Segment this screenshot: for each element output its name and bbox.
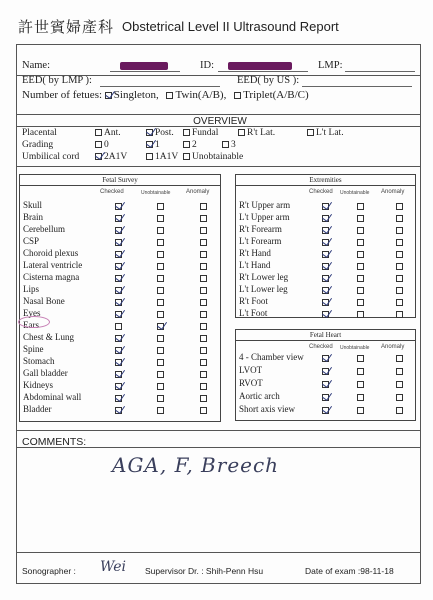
item-label: LVOT	[239, 365, 263, 375]
sonographer-signature: Wei	[100, 559, 127, 575]
item-label: Skull	[23, 200, 43, 210]
checkbox[interactable]	[95, 141, 102, 148]
column-header: Checked	[309, 344, 333, 350]
anomaly-checkbox[interactable]	[200, 215, 207, 222]
checkbox[interactable]	[307, 129, 314, 136]
item-label: Eyes	[23, 308, 41, 318]
item-label: Spine	[23, 344, 44, 354]
grading-option: 3	[222, 140, 236, 150]
column-header: Unobtainable	[141, 190, 171, 196]
placental-option: Fundal	[183, 128, 218, 138]
umbilical-option: 2A1V	[95, 152, 127, 162]
anomaly-checkbox[interactable]	[200, 287, 207, 294]
lmp-label: LMP:	[318, 60, 343, 71]
checkbox[interactable]	[146, 153, 153, 160]
anomaly-checkbox[interactable]	[200, 239, 207, 246]
id-line	[218, 71, 308, 72]
anomaly-checkbox[interactable]	[396, 407, 403, 414]
column-header: Checked	[100, 189, 124, 195]
unobtainable-checkbox[interactable]	[357, 203, 364, 210]
umbilical-option: Unobtainable	[183, 152, 243, 162]
anomaly-checkbox[interactable]	[396, 355, 403, 362]
name-label: Name:	[22, 60, 50, 71]
checked-checkbox[interactable]	[115, 311, 122, 318]
unobtainable-checkbox[interactable]	[157, 227, 164, 234]
item-label: Short axis view	[239, 404, 295, 414]
umbilical-label: Umbilical cord	[22, 152, 80, 162]
anomaly-checkbox[interactable]	[396, 394, 403, 401]
checked-checkbox[interactable]	[322, 287, 329, 294]
checked-checkbox[interactable]	[115, 215, 122, 222]
column-header: Unobtainable	[340, 345, 370, 351]
triplet-checkbox[interactable]	[234, 92, 241, 99]
item-label: R't Forearm	[239, 224, 282, 234]
id-label: ID:	[200, 60, 214, 71]
unobtainable-checkbox[interactable]	[157, 263, 164, 270]
unobtainable-checkbox[interactable]	[357, 407, 364, 414]
checked-checkbox[interactable]	[115, 335, 122, 342]
grading-option: 0	[95, 140, 109, 150]
divider	[16, 552, 421, 553]
item-label: Bladder	[23, 404, 52, 414]
fetus-count-row	[22, 89, 309, 101]
checked-checkbox[interactable]	[322, 355, 329, 362]
checkbox[interactable]	[183, 153, 190, 160]
checked-checkbox[interactable]	[115, 287, 122, 294]
unobtainable-checkbox[interactable]	[357, 299, 364, 306]
checked-checkbox[interactable]	[322, 311, 329, 318]
checked-checkbox[interactable]	[115, 395, 122, 402]
item-label: L't Hand	[239, 260, 271, 270]
unobtainable-checkbox[interactable]	[357, 394, 364, 401]
anomaly-checkbox[interactable]	[200, 311, 207, 318]
unobtainable-checkbox[interactable]	[357, 227, 364, 234]
twin-checkbox[interactable]	[166, 92, 173, 99]
anomaly-checkbox[interactable]	[200, 335, 207, 342]
unobtainable-checkbox[interactable]	[357, 263, 364, 270]
checked-checkbox[interactable]	[322, 203, 329, 210]
fetus-count-label: Number of fetues:	[22, 89, 103, 101]
anomaly-checkbox[interactable]	[200, 395, 207, 402]
checked-checkbox[interactable]	[115, 275, 122, 282]
umbilical-option: 1A1V	[146, 152, 178, 162]
anomaly-checkbox[interactable]	[200, 299, 207, 306]
anomaly-checkbox[interactable]	[200, 323, 207, 330]
unobtainable-checkbox[interactable]	[157, 311, 164, 318]
item-label: Lateral ventricle	[23, 260, 83, 270]
checked-checkbox[interactable]	[115, 407, 122, 414]
unobtainable-checkbox[interactable]	[157, 395, 164, 402]
anomaly-checkbox[interactable]	[200, 275, 207, 282]
name-line	[110, 71, 180, 72]
anomaly-checkbox[interactable]	[396, 251, 403, 258]
anomaly-checkbox[interactable]	[200, 359, 207, 366]
item-label: CSP	[23, 236, 40, 246]
item-label: Stomach	[23, 356, 55, 366]
redacted-id	[228, 62, 292, 70]
unobtainable-checkbox[interactable]	[157, 251, 164, 258]
item-label: RVOT	[239, 378, 263, 388]
anomaly-checkbox[interactable]	[396, 381, 403, 388]
unobtainable-checkbox[interactable]	[357, 239, 364, 246]
unobtainable-checkbox[interactable]	[157, 407, 164, 414]
anomaly-checkbox[interactable]	[200, 407, 207, 414]
grading-option: 1	[146, 140, 160, 150]
unobtainable-checkbox[interactable]	[157, 239, 164, 246]
checked-checkbox[interactable]	[115, 383, 122, 390]
checkbox[interactable]	[183, 141, 190, 148]
unobtainable-checkbox[interactable]	[157, 335, 164, 342]
eed-us-line	[302, 86, 412, 87]
placental-option: Post.	[146, 128, 174, 138]
item-label: R't Upper arm	[239, 200, 291, 210]
checked-checkbox[interactable]	[322, 215, 329, 222]
column-header: Anomaly	[381, 189, 405, 195]
anomaly-checkbox[interactable]	[200, 227, 207, 234]
column-header: Anomaly	[186, 189, 210, 195]
checked-checkbox[interactable]	[322, 227, 329, 234]
anomaly-checkbox[interactable]	[396, 215, 403, 222]
item-label: L't Upper arm	[239, 212, 290, 222]
checked-checkbox[interactable]	[322, 275, 329, 282]
unobtainable-checkbox[interactable]	[157, 371, 164, 378]
checkbox[interactable]	[146, 129, 153, 136]
item-label: R't Lower leg	[239, 272, 289, 282]
eed-lmp-label: EED( by LMP ):	[22, 75, 92, 86]
supervisor-name: Supervisor Dr. : Shih-Penn Hsu	[145, 566, 264, 576]
checkbox[interactable]	[238, 129, 245, 136]
item-label: R't Hand	[239, 248, 271, 258]
item-label: L't Forearm	[239, 236, 282, 246]
checkbox[interactable]	[95, 129, 102, 136]
fetal-survey-title: Fetal Survey	[20, 175, 220, 186]
anomaly-checkbox[interactable]	[396, 227, 403, 234]
extremities-panel	[235, 174, 416, 318]
report-title: Obstetrical Level II Ultrasound Report	[122, 18, 339, 34]
lmp-line	[345, 71, 415, 72]
unobtainable-checkbox[interactable]	[357, 368, 364, 375]
unobtainable-checkbox[interactable]	[157, 347, 164, 354]
checkbox[interactable]	[146, 141, 153, 148]
fetal-heart-title: Fetal Heart	[236, 330, 415, 341]
placental-option: R't Lat.	[238, 128, 275, 138]
unobtainable-checkbox[interactable]	[357, 287, 364, 294]
unobtainable-checkbox[interactable]	[157, 287, 164, 294]
eed-lmp-line	[100, 86, 220, 87]
unobtainable-checkbox[interactable]	[157, 215, 164, 222]
placental-option: L't Lat.	[307, 128, 344, 138]
checked-checkbox[interactable]	[115, 239, 122, 246]
fetal-heart-panel	[235, 329, 416, 421]
singleton-checkbox[interactable]	[105, 92, 112, 99]
checked-checkbox[interactable]	[322, 299, 329, 306]
checked-checkbox[interactable]	[115, 299, 122, 306]
item-label: Cisterna magna	[23, 272, 80, 282]
item-label: Lips	[23, 284, 40, 294]
checked-checkbox[interactable]	[115, 203, 122, 210]
anomaly-checkbox[interactable]	[396, 239, 403, 246]
item-label: Cerebellum	[23, 224, 65, 234]
divider	[16, 166, 421, 167]
checked-checkbox[interactable]	[115, 359, 122, 366]
unobtainable-checkbox[interactable]	[157, 383, 164, 390]
unobtainable-checkbox[interactable]	[157, 359, 164, 366]
checked-checkbox[interactable]	[322, 368, 329, 375]
exam-date: Date of exam :98-11-18	[305, 566, 394, 576]
checked-checkbox[interactable]	[322, 263, 329, 270]
column-header: Unobtainable	[340, 190, 370, 196]
report-header	[18, 14, 418, 38]
item-label: Kidneys	[23, 380, 53, 390]
item-label: L't Lower leg	[239, 284, 288, 294]
checked-checkbox[interactable]	[115, 263, 122, 270]
item-label: R't Foot	[239, 296, 268, 306]
ears-annotation-circle	[18, 316, 50, 328]
anomaly-checkbox[interactable]	[396, 287, 403, 294]
checked-checkbox[interactable]	[322, 239, 329, 246]
item-label: Choroid plexus	[23, 248, 79, 258]
item-label: Nasal Bone	[23, 296, 65, 306]
triplet-label: Triplet(A/B/C)	[243, 89, 309, 101]
anomaly-checkbox[interactable]	[396, 311, 403, 318]
unobtainable-checkbox[interactable]	[357, 311, 364, 318]
unobtainable-checkbox[interactable]	[157, 299, 164, 306]
item-label: Brain	[23, 212, 43, 222]
anomaly-checkbox[interactable]	[200, 383, 207, 390]
divider	[16, 447, 421, 448]
twin-label: Twin(A/B),	[175, 89, 227, 101]
anomaly-checkbox[interactable]	[200, 371, 207, 378]
item-label: Aortic arch	[239, 391, 280, 401]
unobtainable-checkbox[interactable]	[357, 381, 364, 388]
unobtainable-checkbox[interactable]	[357, 251, 364, 258]
divider	[16, 114, 421, 115]
grading-label: Grading	[22, 140, 54, 150]
item-label: Ears	[23, 320, 39, 330]
anomaly-checkbox[interactable]	[396, 299, 403, 306]
divider	[16, 430, 421, 431]
anomaly-checkbox[interactable]	[200, 203, 207, 210]
item-label: Chest & Lung	[23, 332, 74, 342]
anomaly-checkbox[interactable]	[396, 368, 403, 375]
comments-text: AGA, F, Breech	[112, 453, 280, 477]
item-label: 4 - Chamber view	[239, 352, 304, 362]
anomaly-checkbox[interactable]	[396, 263, 403, 270]
comments-label: COMMENTS:	[22, 436, 87, 448]
grading-option: 2	[183, 140, 197, 150]
checkbox[interactable]	[183, 129, 190, 136]
clinic-name: 許世賓婦產科	[18, 17, 115, 36]
anomaly-checkbox[interactable]	[200, 251, 207, 258]
unobtainable-checkbox[interactable]	[157, 323, 164, 330]
checked-checkbox[interactable]	[322, 394, 329, 401]
checked-checkbox[interactable]	[115, 251, 122, 258]
checked-checkbox[interactable]	[115, 227, 122, 234]
checked-checkbox[interactable]	[322, 251, 329, 258]
unobtainable-checkbox[interactable]	[157, 203, 164, 210]
placental-label: Placental	[22, 128, 57, 138]
checked-checkbox[interactable]	[115, 323, 122, 330]
checkbox[interactable]	[95, 153, 102, 160]
anomaly-checkbox[interactable]	[200, 347, 207, 354]
overview-title: OVERVIEW	[193, 116, 247, 127]
checkbox[interactable]	[222, 141, 229, 148]
checked-checkbox[interactable]	[322, 381, 329, 388]
extremities-title: Extremities	[236, 175, 415, 186]
unobtainable-checkbox[interactable]	[157, 275, 164, 282]
anomaly-checkbox[interactable]	[396, 203, 403, 210]
anomaly-checkbox[interactable]	[396, 275, 403, 282]
column-header: Checked	[309, 189, 333, 195]
singleton-label: Singleton,	[113, 89, 159, 101]
checked-checkbox[interactable]	[322, 407, 329, 414]
checked-checkbox[interactable]	[115, 371, 122, 378]
placental-option: Ant.	[95, 128, 121, 138]
fetal-survey-panel	[19, 174, 221, 422]
item-label: Abdominal wall	[23, 392, 82, 402]
eed-us-label: EED( by US ):	[237, 75, 300, 86]
unobtainable-checkbox[interactable]	[357, 215, 364, 222]
checked-checkbox[interactable]	[115, 347, 122, 354]
divider	[16, 126, 421, 127]
redacted-name	[120, 62, 168, 70]
sonographer-label: Sonographer :	[22, 566, 76, 576]
item-label: Gall bladder	[23, 368, 68, 378]
unobtainable-checkbox[interactable]	[357, 355, 364, 362]
anomaly-checkbox[interactable]	[200, 263, 207, 270]
column-header: Anomaly	[381, 344, 405, 350]
item-label: L't Foot	[239, 308, 268, 318]
unobtainable-checkbox[interactable]	[357, 275, 364, 282]
